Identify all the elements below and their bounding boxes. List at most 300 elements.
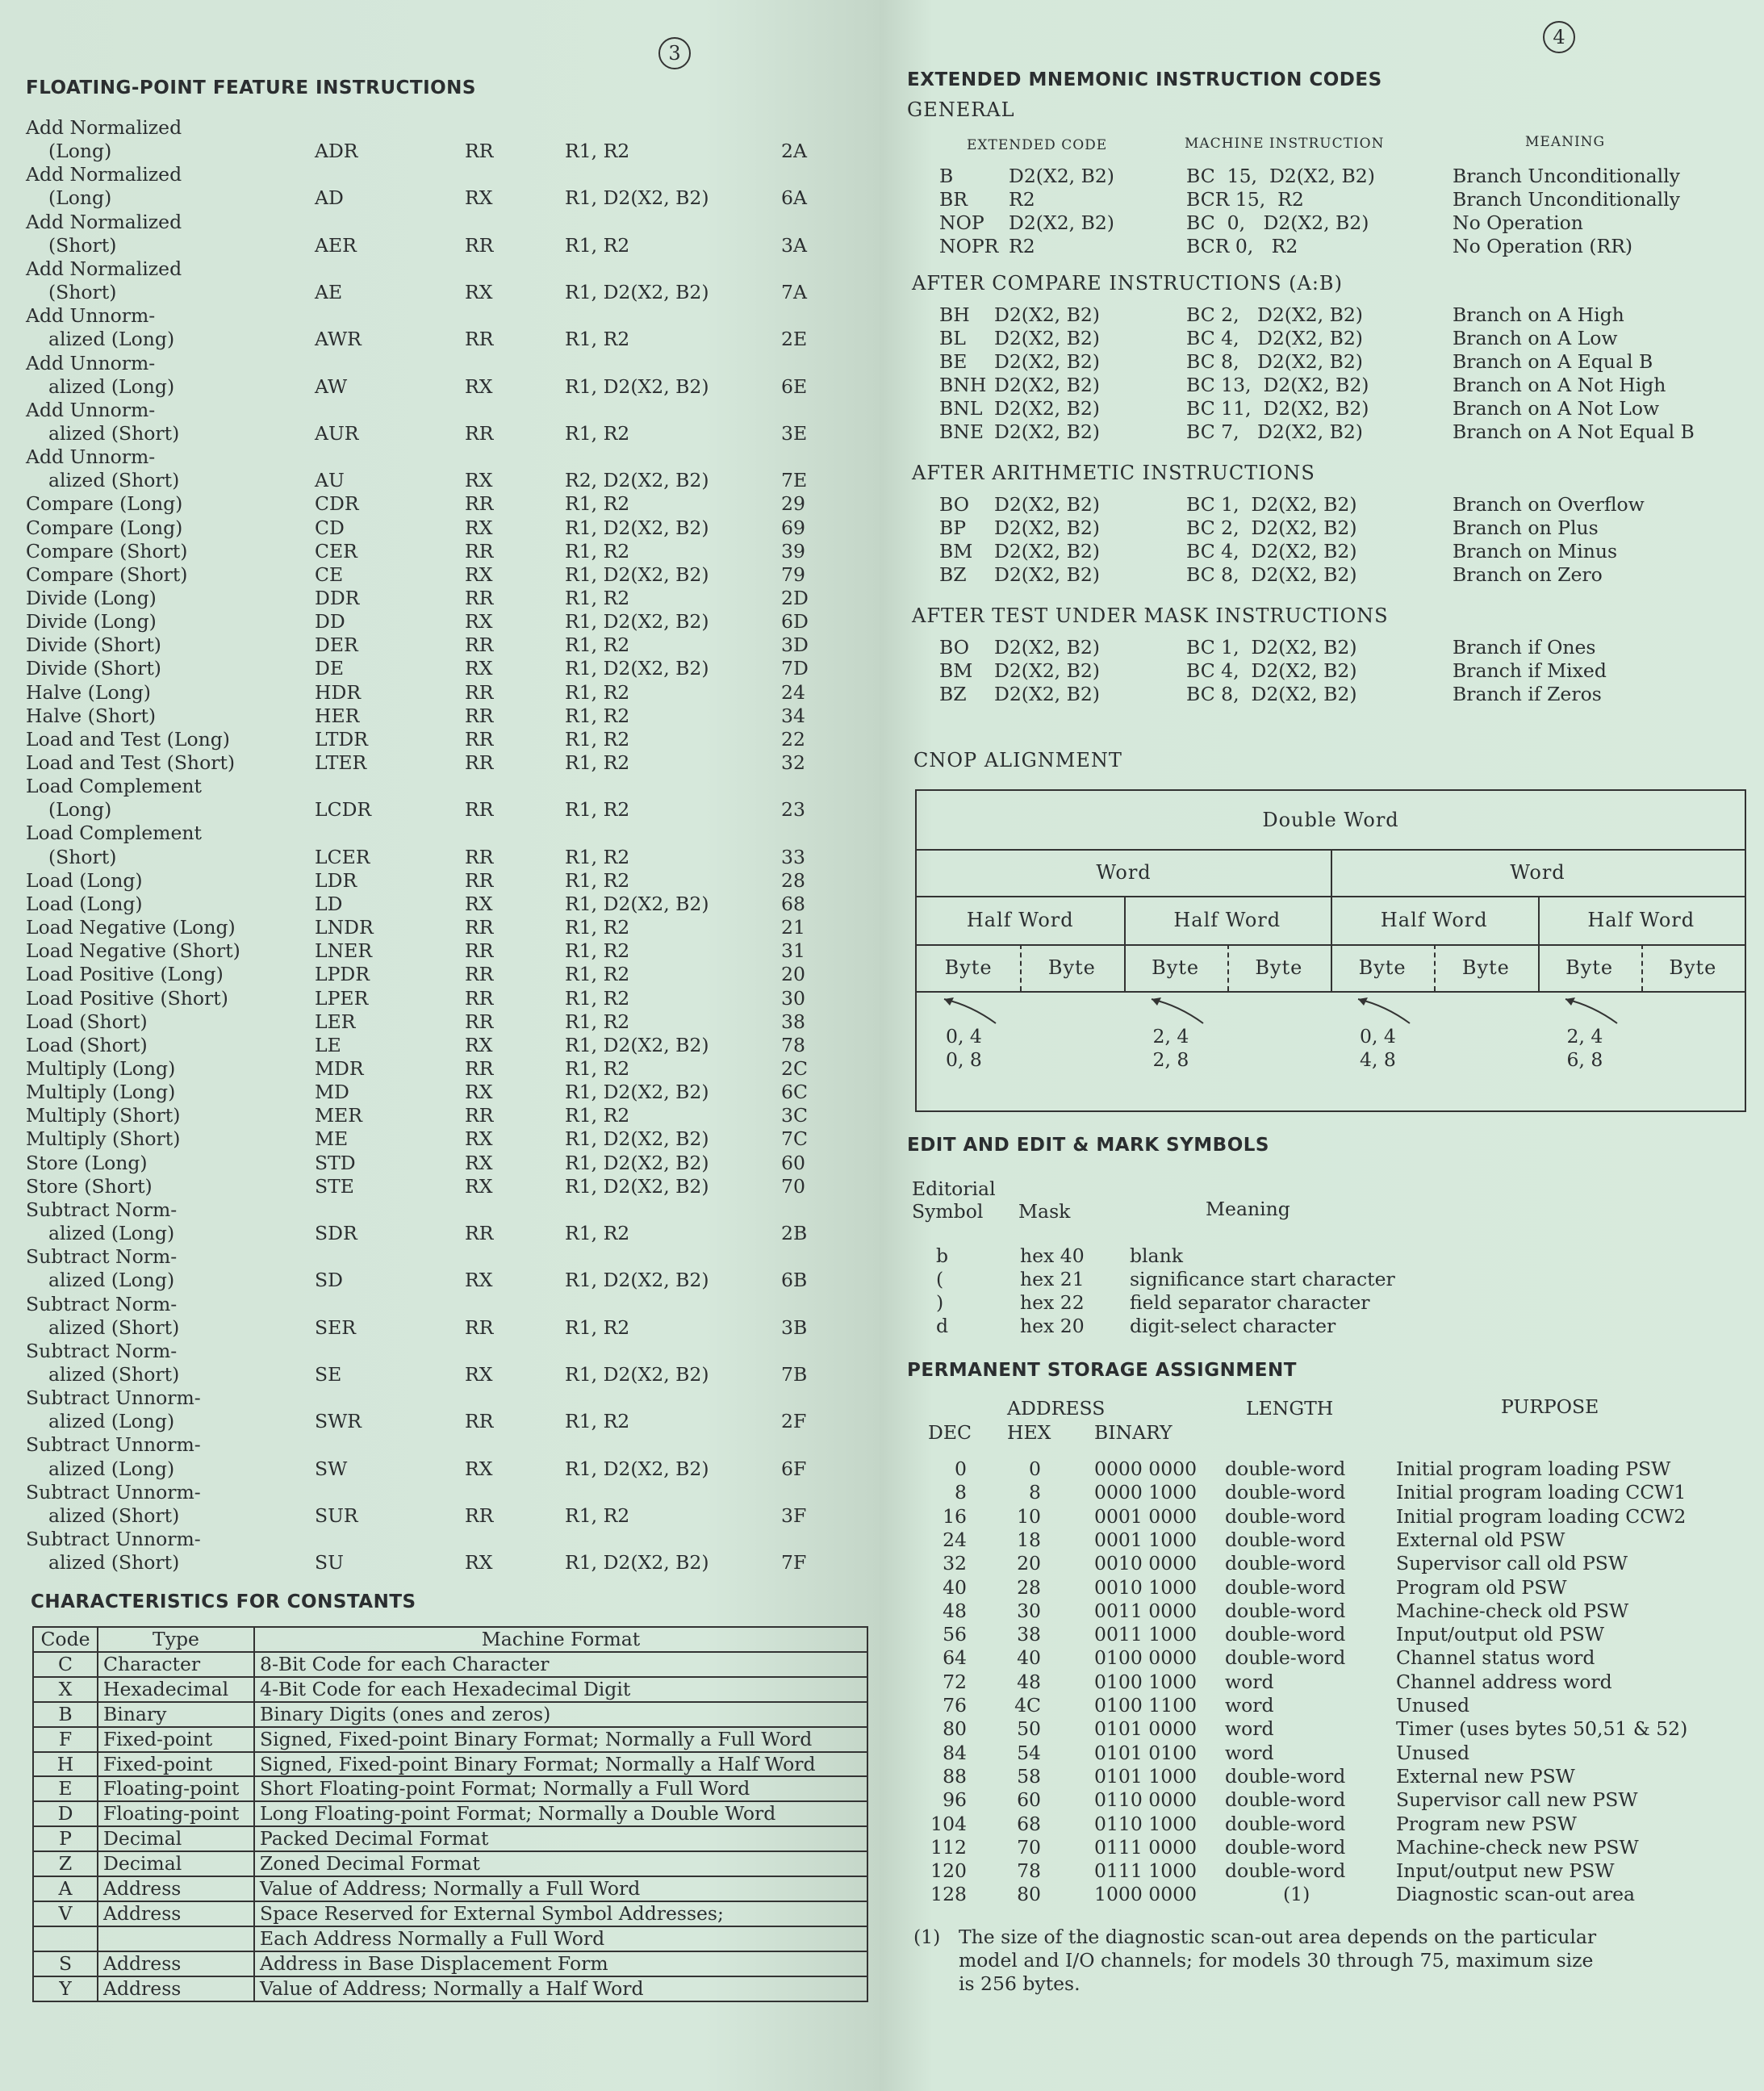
- extended-code: BZ: [939, 563, 967, 586]
- group-title: AFTER TEST UNDER MASK INSTRUCTIONS: [912, 604, 1389, 627]
- constants-heading: CHARACTERISTICS FOR CONSTANTS: [31, 1591, 416, 1612]
- instruction-name: Add Normalized: [26, 116, 182, 139]
- mnemonic: AD: [315, 186, 344, 209]
- op-code: 22: [781, 728, 805, 751]
- machine-instruction: BC 4, D2(X2, B2): [1186, 659, 1357, 682]
- instruction-name: Load (Short): [26, 1010, 148, 1033]
- operands: R1, R2: [565, 1504, 630, 1527]
- col-header-meaning: MEANING: [1525, 134, 1606, 150]
- storage-binary: 0111 1000: [1094, 1859, 1198, 1883]
- extended-code: BR: [939, 188, 968, 211]
- byte-label: Byte: [1669, 956, 1717, 979]
- instruction-format: RX: [465, 1152, 493, 1174]
- instruction-name: alized (Short): [48, 1504, 180, 1527]
- constant-format: Packed Decimal Format: [254, 1826, 867, 1851]
- storage-purpose: Diagnostic scan-out area: [1396, 1883, 1636, 1906]
- instruction-name: Multiply (Long): [26, 1081, 176, 1103]
- edit-mask: hex 22: [1020, 1291, 1085, 1314]
- byte-label: Byte: [1255, 956, 1303, 979]
- storage-length: double-word: [1225, 1835, 1346, 1859]
- extended-operand: D2(X2, B2): [1009, 165, 1114, 187]
- operands: R1, D2(X2, B2): [565, 1127, 709, 1150]
- instruction-format: RR: [465, 939, 494, 962]
- storage-binary: 0010 0000: [1094, 1552, 1198, 1575]
- storage-length: word: [1225, 1741, 1274, 1764]
- op-code: 2E: [781, 328, 808, 350]
- instruction-name: Load Negative (Long): [26, 916, 236, 939]
- half-word-label: Half Word: [1380, 909, 1488, 931]
- extended-code: BE: [939, 350, 968, 373]
- mnemonic: DDR: [315, 587, 360, 609]
- instruction-format: RR: [465, 846, 494, 868]
- mnemonic: CE: [315, 563, 344, 586]
- constant-format: Each Address Normally a Full Word: [254, 1926, 867, 1951]
- instruction-format: RX: [465, 1457, 493, 1480]
- operands: R1, R2: [565, 1104, 630, 1127]
- operands: R1, R2: [565, 705, 630, 727]
- mnemonic: STE: [315, 1175, 354, 1198]
- instruction-name: Subtract Unnorm-: [26, 1528, 201, 1550]
- constant-code: B: [33, 1702, 98, 1727]
- constant-format: Value of Address; Normally a Half Word: [254, 1976, 867, 2001]
- operands: R1, R2: [565, 328, 630, 350]
- instruction-name: Subtract Norm-: [26, 1340, 178, 1362]
- op-code: 6A: [781, 186, 807, 209]
- extended-operand: D2(X2, B2): [994, 636, 1100, 659]
- machine-instruction: BC 15, D2(X2, B2): [1186, 165, 1375, 187]
- instruction-name: Compare (Long): [26, 492, 183, 515]
- byte-label: Byte: [1461, 956, 1510, 979]
- extended-code: BO: [939, 636, 969, 659]
- constant-row: [33, 1776, 867, 1801]
- mnemonic: SER: [315, 1316, 356, 1339]
- mnemonic: LNER: [315, 939, 373, 962]
- extended-operand: D2(X2, B2): [994, 420, 1100, 443]
- extended-operand: D2(X2, B2): [994, 563, 1100, 586]
- extended-operand: D2(X2, B2): [994, 493, 1100, 516]
- op-code: 70: [781, 1175, 805, 1198]
- instruction-format: RX: [465, 281, 493, 303]
- op-code: 7F: [781, 1551, 807, 1574]
- op-code: 60: [781, 1152, 805, 1174]
- instruction-name: Subtract Norm-: [26, 1245, 178, 1268]
- storage-binary: 0000 1000: [1094, 1481, 1198, 1504]
- instruction-format: RX: [465, 563, 493, 586]
- machine-instruction: BC 1, D2(X2, B2): [1186, 493, 1357, 516]
- storage-hex: 60: [1017, 1788, 1041, 1812]
- constant-code: D: [33, 1801, 98, 1826]
- mnemonic: LPER: [315, 987, 369, 1010]
- storage-dec: 128: [930, 1883, 967, 1906]
- op-code: 20: [781, 963, 805, 985]
- operands: R2, D2(X2, B2): [565, 469, 709, 491]
- op-code: 6C: [781, 1081, 808, 1103]
- storage-heading: PERMANENT STORAGE ASSIGNMENT: [907, 1360, 1297, 1381]
- mnemonic: DD: [315, 610, 345, 633]
- instruction-name: Load (Short): [26, 1034, 148, 1056]
- operands: R1, D2(X2, B2): [565, 186, 709, 209]
- storage-purpose: Initial program loading CCW2: [1396, 1504, 1687, 1528]
- instruction-name: (Long): [48, 186, 112, 209]
- storage-hex: 68: [1017, 1812, 1041, 1835]
- op-code: 39: [781, 540, 805, 562]
- constant-code: S: [33, 1951, 98, 1976]
- mnemonic: ME: [315, 1127, 349, 1150]
- instruction-format: RX: [465, 1127, 493, 1150]
- extended-code: BO: [939, 493, 969, 516]
- operands: R1, D2(X2, B2): [565, 610, 709, 633]
- storage-purpose: Supervisor call old PSW: [1396, 1552, 1628, 1575]
- edit-symbol: (: [936, 1268, 944, 1290]
- storage-binary: 0100 0000: [1094, 1646, 1198, 1670]
- storage-length: double-word: [1225, 1623, 1346, 1646]
- operands: R1, R2: [565, 987, 630, 1010]
- mnemonic: SDR: [315, 1222, 357, 1244]
- extended-operand: D2(X2, B2): [994, 397, 1100, 420]
- extended-code: BZ: [939, 683, 967, 705]
- word-label: Word: [1510, 861, 1565, 884]
- constant-format: Short Floating-point Format; Normally a Full Word: [254, 1776, 867, 1801]
- extended-code: BP: [939, 516, 967, 539]
- instruction-format: RR: [465, 1316, 494, 1339]
- storage-binary: 0111 0000: [1094, 1835, 1198, 1859]
- instruction-name: Load Negative (Short): [26, 939, 240, 962]
- machine-instruction: BC 8, D2(X2, B2): [1186, 683, 1357, 705]
- storage-hex: 70: [1017, 1835, 1041, 1859]
- op-code: 33: [781, 846, 805, 868]
- mnemonic: LER: [315, 1010, 356, 1033]
- mnemonic: AER: [315, 234, 357, 257]
- instruction-name: Subtract Unnorm-: [26, 1481, 201, 1503]
- instruction-name: alized (Short): [48, 469, 180, 491]
- storage-purpose: Input/output old PSW: [1396, 1623, 1605, 1646]
- instruction-format: RR: [465, 140, 494, 162]
- storage-dec: 32: [943, 1552, 967, 1575]
- machine-instruction: BC 8, D2(X2, B2): [1186, 563, 1357, 586]
- operands: R1, R2: [565, 798, 630, 821]
- storage-length: (1): [1283, 1883, 1310, 1906]
- instruction-format: RR: [465, 751, 494, 774]
- storage-length: double-word: [1225, 1764, 1346, 1788]
- instruction-format: RR: [465, 328, 494, 350]
- instruction-name: (Long): [48, 140, 112, 162]
- op-code: 6E: [781, 375, 808, 398]
- storage-hex: 48: [1017, 1670, 1041, 1693]
- instruction-name: alized (Short): [48, 1551, 180, 1574]
- extended-code: BNE: [939, 420, 984, 443]
- extended-code: B: [939, 165, 954, 187]
- constant-code: V: [33, 1901, 98, 1926]
- mnemonic: AE: [315, 281, 343, 303]
- storage-col-hex: HEX: [1007, 1421, 1051, 1444]
- instruction-name: (Long): [48, 798, 112, 821]
- op-code: 3F: [781, 1504, 807, 1527]
- constant-type: Hexadecimal: [98, 1677, 254, 1702]
- op-code: 78: [781, 1034, 805, 1056]
- storage-hex: 30: [1017, 1599, 1041, 1622]
- instruction-format: RX: [465, 375, 493, 398]
- col-header-extended: EXTENDED CODE: [967, 137, 1108, 153]
- meaning: Branch on Overflow: [1453, 493, 1645, 516]
- instruction-name: Subtract Unnorm-: [26, 1433, 201, 1456]
- storage-hex: 20: [1017, 1552, 1041, 1575]
- op-code: 6B: [781, 1269, 808, 1291]
- extended-code: NOPR: [939, 235, 999, 257]
- storage-purpose: Channel address word: [1396, 1670, 1612, 1693]
- alignment-value: 0, 8: [946, 1048, 982, 1071]
- operands: R1, R2: [565, 1057, 630, 1080]
- storage-dec: 16: [943, 1504, 967, 1528]
- instruction-name: Halve (Long): [26, 681, 151, 704]
- storage-hex: 8: [1029, 1481, 1041, 1504]
- instruction-format: RX: [465, 186, 493, 209]
- footnote-line: model and I/O channels; for models 30 through 75, maximum size: [959, 1949, 1594, 1972]
- op-code: 68: [781, 893, 805, 915]
- machine-instruction: BC 2, D2(X2, B2): [1186, 303, 1363, 326]
- storage-purpose: Machine-check new PSW: [1396, 1835, 1639, 1859]
- mnemonic: SUR: [315, 1504, 358, 1527]
- op-code: 3E: [781, 422, 808, 445]
- constant-format: 8-Bit Code for each Character: [254, 1652, 867, 1677]
- instruction-name: Load and Test (Long): [26, 728, 230, 751]
- instruction-format: RR: [465, 681, 494, 704]
- storage-length: double-word: [1225, 1788, 1346, 1812]
- storage-purpose: Input/output new PSW: [1396, 1859, 1615, 1883]
- meaning: Branch if Ones: [1453, 636, 1596, 659]
- constant-code: X: [33, 1677, 98, 1702]
- operands: R1, D2(X2, B2): [565, 893, 709, 915]
- meaning: Branch on A Not High: [1453, 374, 1666, 396]
- instruction-name: Divide (Long): [26, 610, 157, 633]
- double-word-label: Double Word: [1262, 809, 1399, 831]
- operands: R1, R2: [565, 846, 630, 868]
- instruction-format: RX: [465, 516, 493, 539]
- extended-code: BNL: [939, 397, 983, 420]
- mnemonic: DER: [315, 634, 358, 656]
- op-code: 6D: [781, 610, 809, 633]
- col-header-format: Machine Format: [254, 1627, 867, 1652]
- extended-operand: R2: [1009, 235, 1035, 257]
- operands: R1, R2: [565, 1222, 630, 1244]
- instruction-name: Subtract Unnorm-: [26, 1386, 201, 1409]
- storage-col-address: ADDRESS: [1007, 1397, 1106, 1420]
- constant-row: [33, 1976, 867, 2001]
- constant-code: H: [33, 1752, 98, 1777]
- cnop-line: [917, 991, 1745, 993]
- alignment-value: 0, 4: [1360, 1025, 1396, 1048]
- operands: R1, R2: [565, 540, 630, 562]
- machine-instruction: BC 4, D2(X2, B2): [1186, 540, 1357, 562]
- storage-hex: 28: [1017, 1575, 1041, 1599]
- meaning: Branch on A Equal B: [1453, 350, 1653, 373]
- edit-col-mask: Mask: [1018, 1200, 1071, 1223]
- constant-code: E: [33, 1776, 98, 1801]
- storage-length: word: [1225, 1694, 1274, 1717]
- mnemonic: LE: [315, 1034, 341, 1056]
- op-code: 3A: [781, 234, 807, 257]
- constant-row: [33, 1926, 867, 1951]
- instruction-name: (Short): [48, 234, 117, 257]
- storage-binary: 0101 0000: [1094, 1717, 1198, 1741]
- meaning: Branch on A High: [1453, 303, 1624, 326]
- word-label: Word: [1096, 861, 1152, 884]
- extended-code: BM: [939, 540, 973, 562]
- storage-dec: 40: [943, 1575, 967, 1599]
- extended-operand: R2: [1009, 188, 1035, 211]
- instruction-format: RR: [465, 1504, 494, 1527]
- storage-hex: 50: [1017, 1717, 1041, 1741]
- storage-binary: 1000 0000: [1094, 1883, 1198, 1906]
- operands: R1, D2(X2, B2): [565, 1175, 709, 1198]
- edit-col-symbol-1: Editorial: [912, 1177, 996, 1200]
- operands: R1, D2(X2, B2): [565, 1034, 709, 1056]
- extended-code: BH: [939, 303, 970, 326]
- storage-purpose: Unused: [1396, 1694, 1470, 1717]
- constant-format: Value of Address; Normally a Full Word: [254, 1876, 867, 1901]
- constant-row: [33, 1901, 867, 1926]
- edit-meaning: field separator character: [1130, 1291, 1370, 1314]
- storage-dec: 0: [955, 1457, 967, 1480]
- storage-purpose: Machine-check old PSW: [1396, 1599, 1629, 1622]
- meaning: Branch on A Low: [1453, 327, 1618, 349]
- operands: R1, D2(X2, B2): [565, 1269, 709, 1291]
- constants-table: [32, 1626, 868, 2002]
- instruction-format: RR: [465, 1104, 494, 1127]
- storage-dec: 112: [930, 1835, 967, 1859]
- mnemonic: MDR: [315, 1057, 364, 1080]
- col-header-code: Code: [33, 1627, 98, 1652]
- constant-type: Character: [98, 1652, 254, 1677]
- constant-type: Address: [98, 1976, 254, 2001]
- fp-heading: FLOATING-POINT FEATURE INSTRUCTIONS: [26, 77, 476, 98]
- op-code: 3B: [781, 1316, 808, 1339]
- op-code: 23: [781, 798, 805, 821]
- operands: R1, D2(X2, B2): [565, 1363, 709, 1386]
- constant-format: Space Reserved for External Symbol Addresses;: [254, 1901, 867, 1926]
- general-label: GENERAL: [907, 98, 1015, 121]
- mnemonic: LCDR: [315, 798, 372, 821]
- mnemonic: AWR: [315, 328, 362, 350]
- storage-dec: 56: [943, 1623, 967, 1646]
- footnote-mark: (1): [913, 1926, 941, 1948]
- op-code: 7E: [781, 469, 808, 491]
- storage-binary: 0101 0100: [1094, 1741, 1198, 1764]
- storage-length: double-word: [1225, 1457, 1346, 1480]
- byte-label: Byte: [1047, 956, 1096, 979]
- storage-binary: 0001 1000: [1094, 1528, 1198, 1551]
- storage-col-binary: BINARY: [1094, 1421, 1173, 1444]
- extended-operand: D2(X2, B2): [994, 516, 1100, 539]
- storage-hex: 54: [1017, 1741, 1041, 1764]
- op-code: 3D: [781, 634, 809, 656]
- meaning: Branch if Mixed: [1453, 659, 1607, 682]
- constant-type: [98, 1926, 254, 1951]
- instruction-name: (Short): [48, 281, 117, 303]
- meaning: No Operation: [1453, 211, 1583, 234]
- operands: R1, D2(X2, B2): [565, 516, 709, 539]
- instruction-name: Load Positive (Long): [26, 963, 224, 985]
- constant-format: Signed, Fixed-point Binary Format; Normally a Full Word: [254, 1727, 867, 1752]
- constant-format: Signed, Fixed-point Binary Format; Normally a Half Word: [254, 1752, 867, 1777]
- storage-hex: 38: [1017, 1623, 1041, 1646]
- storage-dec: 88: [943, 1764, 967, 1788]
- storage-dec: 96: [943, 1788, 967, 1812]
- alignment-value: 2, 4: [1566, 1025, 1603, 1048]
- machine-instruction: BCR 15, R2: [1186, 188, 1304, 211]
- constant-type: Floating-point: [98, 1801, 254, 1826]
- operands: R1, D2(X2, B2): [565, 281, 709, 303]
- machine-instruction: BC 8, D2(X2, B2): [1186, 350, 1363, 373]
- meaning: Branch on A Not Equal B: [1453, 420, 1695, 443]
- storage-hex: 0: [1029, 1457, 1041, 1480]
- mnemonic: CDR: [315, 492, 359, 515]
- instruction-name: Multiply (Long): [26, 1057, 176, 1080]
- instruction-format: RX: [465, 1269, 493, 1291]
- operands: R1, R2: [565, 728, 630, 751]
- constant-row: [33, 1702, 867, 1727]
- storage-dec: 120: [930, 1859, 967, 1883]
- alignment-value: 4, 8: [1360, 1048, 1396, 1071]
- storage-purpose: Supervisor call new PSW: [1396, 1788, 1638, 1812]
- op-code: 2C: [781, 1057, 808, 1080]
- storage-length: double-word: [1225, 1812, 1346, 1835]
- storage-binary: 0110 1000: [1094, 1812, 1198, 1835]
- storage-hex: 80: [1017, 1883, 1041, 1906]
- mnemonic: SW: [315, 1457, 348, 1480]
- meaning: Branch on Zero: [1453, 563, 1603, 586]
- constant-row: [33, 1851, 867, 1876]
- storage-length: double-word: [1225, 1575, 1346, 1599]
- constant-format: Zoned Decimal Format: [254, 1851, 867, 1876]
- storage-dec: 104: [930, 1812, 967, 1835]
- constant-type: Address: [98, 1951, 254, 1976]
- instruction-format: RR: [465, 1222, 494, 1244]
- instruction-format: RR: [465, 916, 494, 939]
- mnemonic: CD: [315, 516, 345, 539]
- storage-length: double-word: [1225, 1481, 1346, 1504]
- storage-hex: 18: [1017, 1528, 1041, 1551]
- op-code: 21: [781, 916, 805, 939]
- op-code: 31: [781, 939, 805, 962]
- alignment-value: 6, 8: [1566, 1048, 1603, 1071]
- instruction-name: Store (Long): [26, 1152, 148, 1174]
- edit-col-symbol-2: Symbol: [912, 1200, 984, 1223]
- byte-label: Byte: [1152, 956, 1200, 979]
- constant-row: [33, 1727, 867, 1752]
- instruction-format: RX: [465, 893, 493, 915]
- meaning: Branch Unconditionally: [1453, 188, 1680, 211]
- constant-row: [33, 1752, 867, 1777]
- storage-length: double-word: [1225, 1552, 1346, 1575]
- extended-code: BM: [939, 659, 973, 682]
- instruction-name: alized (Long): [48, 1457, 175, 1480]
- col-header-type: Type: [98, 1627, 254, 1652]
- op-code: 7D: [781, 657, 809, 680]
- constant-type: Address: [98, 1901, 254, 1926]
- constant-row: [33, 1826, 867, 1851]
- storage-length: double-word: [1225, 1528, 1346, 1551]
- constant-row: [33, 1876, 867, 1901]
- instruction-name: Add Unnorm-: [26, 352, 156, 374]
- footnote-line: is 256 bytes.: [959, 1972, 1081, 1995]
- constant-code: Y: [33, 1976, 98, 2001]
- instruction-name: (Short): [48, 846, 117, 868]
- instruction-name: Add Unnorm-: [26, 304, 156, 327]
- instruction-format: RX: [465, 1081, 493, 1103]
- byte-label: Byte: [1358, 956, 1407, 979]
- extended-code: BL: [939, 327, 966, 349]
- op-code: 2B: [781, 1222, 808, 1244]
